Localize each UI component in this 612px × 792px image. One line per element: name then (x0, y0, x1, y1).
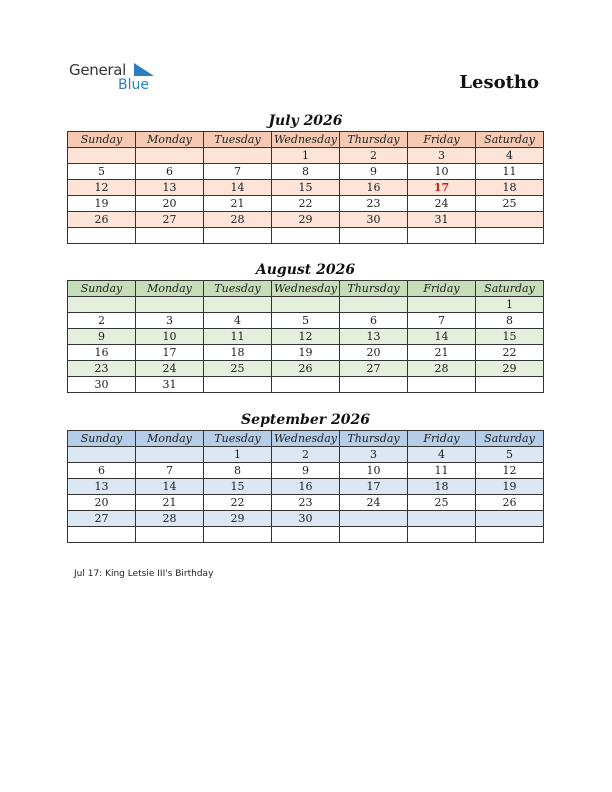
calendar-grid (67, 131, 544, 244)
weekday-header: Friday (408, 132, 476, 148)
day-cell: 2 (68, 313, 136, 329)
week-row (68, 313, 544, 329)
week-row (68, 463, 544, 479)
logo-text-blue: Blue (118, 77, 149, 93)
empty-day-cell (68, 148, 136, 164)
logo-triangle-icon (134, 63, 156, 77)
month-title: July 2026 (268, 113, 343, 129)
calendar-grid (67, 280, 544, 393)
day-cell: 6 (340, 313, 408, 329)
day-cell: 15 (476, 329, 544, 345)
empty-day-cell (272, 527, 340, 543)
day-cell: 26 (68, 212, 136, 228)
day-cell: 27 (340, 361, 408, 377)
day-cell: 23 (340, 196, 408, 212)
day-cell: 29 (272, 212, 340, 228)
week-row (68, 361, 544, 377)
day-cell: 14 (204, 180, 272, 196)
empty-day-cell (136, 447, 204, 463)
empty-day-cell (340, 228, 408, 244)
day-cell: 20 (136, 196, 204, 212)
day-cell: 22 (476, 345, 544, 361)
weekday-header: Thursday (340, 132, 408, 148)
empty-day-cell (204, 527, 272, 543)
week-row (68, 479, 544, 495)
empty-day-cell (136, 527, 204, 543)
day-cell: 7 (408, 313, 476, 329)
month-september (67, 410, 544, 543)
day-cell: 8 (476, 313, 544, 329)
day-cell: 16 (340, 180, 408, 196)
day-cell: 9 (68, 329, 136, 345)
day-cell: 29 (476, 361, 544, 377)
empty-day-cell (476, 511, 544, 527)
day-cell: 1 (272, 148, 340, 164)
week-row (68, 511, 544, 527)
day-cell: 28 (204, 212, 272, 228)
day-cell: 10 (136, 329, 204, 345)
day-cell: 17 (340, 479, 408, 495)
day-cell: 14 (136, 479, 204, 495)
weekday-header-row (68, 431, 544, 447)
day-cell: 20 (340, 345, 408, 361)
weekday-header: Tuesday (204, 132, 272, 148)
day-cell: 13 (340, 329, 408, 345)
weekday-header: Saturday (476, 281, 544, 297)
empty-day-cell (476, 527, 544, 543)
day-cell: 4 (204, 313, 272, 329)
day-cell: 26 (476, 495, 544, 511)
weekday-header: Sunday (68, 431, 136, 447)
day-cell: 20 (68, 495, 136, 511)
month-july (67, 111, 544, 244)
empty-day-cell (476, 228, 544, 244)
day-cell: 5 (272, 313, 340, 329)
day-cell: 8 (204, 463, 272, 479)
empty-day-cell (408, 511, 476, 527)
week-row (68, 495, 544, 511)
weekday-header: Thursday (340, 431, 408, 447)
week-row (68, 148, 544, 164)
day-cell: 19 (476, 479, 544, 495)
day-cell: 27 (136, 212, 204, 228)
day-cell: 24 (340, 495, 408, 511)
day-cell: 2 (272, 447, 340, 463)
weekday-header: Monday (136, 281, 204, 297)
day-cell: 31 (408, 212, 476, 228)
month-title: August 2026 (255, 262, 356, 278)
weekday-header: Sunday (68, 132, 136, 148)
empty-day-cell (68, 447, 136, 463)
week-row (68, 212, 544, 228)
empty-day-cell (408, 527, 476, 543)
day-cell: 21 (136, 495, 204, 511)
day-cell: 12 (272, 329, 340, 345)
day-cell: 30 (340, 212, 408, 228)
weekday-header: Thursday (340, 281, 408, 297)
day-cell: 7 (136, 463, 204, 479)
weekday-header-row (68, 281, 544, 297)
day-cell: 31 (136, 377, 204, 393)
empty-day-cell (340, 511, 408, 527)
logo-text-general: General (69, 61, 127, 79)
country-title: Lesotho (459, 72, 539, 93)
empty-day-cell (204, 297, 272, 313)
day-cell: 6 (68, 463, 136, 479)
empty-day-cell (68, 527, 136, 543)
day-cell: 3 (340, 447, 408, 463)
month-august (67, 260, 544, 393)
weekday-header: Wednesday (272, 431, 340, 447)
day-cell: 3 (136, 313, 204, 329)
day-cell: 26 (272, 361, 340, 377)
day-cell: 16 (68, 345, 136, 361)
day-cell: 16 (272, 479, 340, 495)
weekday-header-row (68, 132, 544, 148)
day-cell: 4 (408, 447, 476, 463)
day-cell: 25 (476, 196, 544, 212)
day-cell: 28 (136, 511, 204, 527)
empty-day-cell (408, 228, 476, 244)
day-cell: 22 (204, 495, 272, 511)
day-cell: 19 (272, 345, 340, 361)
day-cell: 2 (340, 148, 408, 164)
weekday-header: Friday (408, 431, 476, 447)
day-cell: 30 (272, 511, 340, 527)
general-blue-logo (69, 61, 159, 97)
weekday-header: Monday (136, 431, 204, 447)
day-cell: 9 (340, 164, 408, 180)
empty-day-cell (476, 377, 544, 393)
empty-day-cell (204, 377, 272, 393)
week-row (68, 228, 544, 244)
day-cell: 18 (476, 180, 544, 196)
weekday-header: Wednesday (272, 281, 340, 297)
day-cell: 18 (408, 479, 476, 495)
day-cell: 23 (272, 495, 340, 511)
day-cell: 30 (68, 377, 136, 393)
day-cell: 3 (408, 148, 476, 164)
week-row (68, 345, 544, 361)
day-cell: 13 (68, 479, 136, 495)
week-row (68, 527, 544, 543)
empty-day-cell (272, 297, 340, 313)
week-row (68, 164, 544, 180)
day-cell: 15 (272, 180, 340, 196)
empty-day-cell (68, 297, 136, 313)
day-cell: 15 (204, 479, 272, 495)
day-cell: 23 (68, 361, 136, 377)
day-cell: 10 (340, 463, 408, 479)
empty-day-cell (340, 297, 408, 313)
day-cell: 25 (204, 361, 272, 377)
empty-day-cell (204, 228, 272, 244)
weekday-header: Sunday (68, 281, 136, 297)
weekday-header: Saturday (476, 431, 544, 447)
empty-day-cell (272, 228, 340, 244)
day-cell: 5 (68, 164, 136, 180)
empty-day-cell (136, 228, 204, 244)
day-cell: 5 (476, 447, 544, 463)
empty-day-cell (340, 377, 408, 393)
day-cell: 12 (68, 180, 136, 196)
day-cell: 11 (408, 463, 476, 479)
holiday-note: Jul 17: King Letsie III's Birthday (74, 569, 214, 579)
day-cell: 24 (408, 196, 476, 212)
day-cell: 25 (408, 495, 476, 511)
day-cell: 21 (204, 196, 272, 212)
empty-day-cell (68, 228, 136, 244)
calendar-grid (67, 430, 544, 543)
day-cell: 19 (68, 196, 136, 212)
day-cell: 1 (204, 447, 272, 463)
empty-day-cell (136, 297, 204, 313)
day-cell: 28 (408, 361, 476, 377)
month-title: September 2026 (241, 412, 370, 428)
day-cell: 13 (136, 180, 204, 196)
day-cell: 11 (204, 329, 272, 345)
day-cell: 27 (68, 511, 136, 527)
day-cell: 7 (204, 164, 272, 180)
holiday-day-cell: 17 (408, 180, 476, 196)
weekday-header: Tuesday (204, 281, 272, 297)
empty-day-cell (136, 148, 204, 164)
week-row (68, 196, 544, 212)
week-row (68, 180, 544, 196)
day-cell: 24 (136, 361, 204, 377)
day-cell: 22 (272, 196, 340, 212)
day-cell: 18 (204, 345, 272, 361)
day-cell: 1 (476, 297, 544, 313)
weekday-header: Wednesday (272, 132, 340, 148)
week-row (68, 329, 544, 345)
empty-day-cell (272, 377, 340, 393)
week-row (68, 377, 544, 393)
day-cell: 4 (476, 148, 544, 164)
day-cell: 6 (136, 164, 204, 180)
empty-day-cell (476, 212, 544, 228)
day-cell: 10 (408, 164, 476, 180)
week-row (68, 297, 544, 313)
day-cell: 9 (272, 463, 340, 479)
weekday-header: Monday (136, 132, 204, 148)
weekday-header: Friday (408, 281, 476, 297)
day-cell: 29 (204, 511, 272, 527)
empty-day-cell (340, 527, 408, 543)
weekday-header: Tuesday (204, 431, 272, 447)
empty-day-cell (204, 148, 272, 164)
week-row (68, 447, 544, 463)
day-cell: 8 (272, 164, 340, 180)
empty-day-cell (408, 377, 476, 393)
empty-day-cell (408, 297, 476, 313)
day-cell: 12 (476, 463, 544, 479)
weekday-header: Saturday (476, 132, 544, 148)
day-cell: 14 (408, 329, 476, 345)
day-cell: 11 (476, 164, 544, 180)
day-cell: 21 (408, 345, 476, 361)
day-cell: 17 (136, 345, 204, 361)
